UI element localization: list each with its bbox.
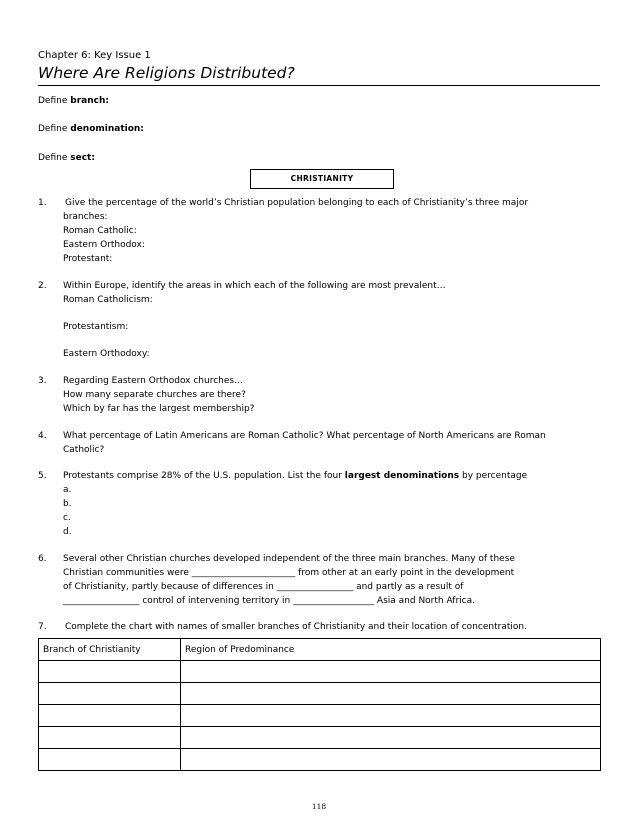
- q2-item: Roman Catholicism:: [63, 295, 153, 305]
- table-row: [39, 705, 601, 727]
- q7-number: 7.: [38, 622, 47, 632]
- table-cell-branch[interactable]: [39, 661, 181, 683]
- q4-text: Catholic?: [63, 445, 105, 455]
- define-branch: Define branch:: [38, 96, 109, 106]
- branches-table: [38, 638, 601, 771]
- q5-item: c.: [63, 513, 71, 523]
- q3-number: 3.: [38, 376, 47, 386]
- table-header-region: Region of Predominance: [181, 639, 601, 661]
- table-cell-region[interactable]: [181, 683, 601, 705]
- table-cell-branch[interactable]: [39, 727, 181, 749]
- q1-number: 1.: [38, 198, 47, 208]
- title-underline: [38, 85, 600, 86]
- q1-item: Protestant:: [63, 254, 113, 264]
- q4-text: What percentage of Latin Americans are Roman Catholic? What percentage of North Americans are Roman: [63, 431, 546, 441]
- q2-item: Protestantism:: [63, 322, 129, 332]
- table-cell-region[interactable]: [181, 749, 601, 771]
- q2-number: 2.: [38, 281, 47, 291]
- table-cell-region[interactable]: [181, 661, 601, 683]
- q4-number: 4.: [38, 431, 47, 441]
- table-cell-branch[interactable]: [39, 705, 181, 727]
- q5-item: b.: [63, 499, 72, 509]
- q6-text: Christian communities were _______________________ from other at an early point in the development: [63, 568, 515, 578]
- table-header-row: [39, 639, 601, 661]
- table-cell-branch[interactable]: [39, 749, 181, 771]
- define-sect: Define sect:: [38, 153, 95, 163]
- q3-text: Which by far has the largest membership?: [63, 404, 255, 414]
- q1-item: Eastern Orthodox:: [63, 240, 145, 250]
- christianity-section-box: CHRISTIANITY: [250, 169, 394, 189]
- table-header-branch: Branch of Christianity: [39, 639, 181, 661]
- table-row: [39, 661, 601, 683]
- q1-item: Roman Catholic:: [63, 226, 137, 236]
- table-cell-region[interactable]: [181, 705, 601, 727]
- page-title: Where Are Religions Distributed?: [38, 64, 295, 82]
- q2-item: Eastern Orthodoxy:: [63, 349, 150, 359]
- q1-text-cont: branches:: [63, 212, 108, 222]
- q6-text: _________________ control of intervening territory in __________________ Asia and North Africa.: [63, 596, 476, 606]
- table-row: [39, 749, 601, 771]
- q3-text: Regarding Eastern Orthodox churches…: [63, 376, 244, 386]
- define-denomination: Define denomination:: [38, 124, 144, 134]
- q3-text: How many separate churches are there?: [63, 390, 246, 400]
- table-cell-branch[interactable]: [39, 683, 181, 705]
- q5-text: Protestants comprise 28% of the U.S. population. List the four largest denominations by percentage: [63, 471, 528, 481]
- chapter-label: Chapter 6: Key Issue 1: [38, 50, 151, 61]
- table-cell-region[interactable]: [181, 727, 601, 749]
- table-row: [39, 727, 601, 749]
- q5-item: a.: [63, 485, 72, 495]
- q5-number: 5.: [38, 471, 47, 481]
- q2-text: Within Europe, identify the areas in which each of the following are most prevalent…: [63, 281, 446, 291]
- q6-text: Several other Christian churches developed independent of the three main branches. Many of these: [63, 554, 515, 564]
- q6-text: of Christianity, partly because of differences in _________________ and partly as a result of: [63, 582, 464, 592]
- q1-text: Give the percentage of the world’s Christian population belonging to each of Christianity’s three major: [65, 198, 529, 208]
- q7-text: Complete the chart with names of smaller branches of Christianity and their location of concentration.: [65, 622, 527, 632]
- page-number: 118: [311, 802, 327, 811]
- table-row: [39, 683, 601, 705]
- q5-item: d.: [63, 527, 72, 537]
- q6-number: 6.: [38, 554, 47, 564]
